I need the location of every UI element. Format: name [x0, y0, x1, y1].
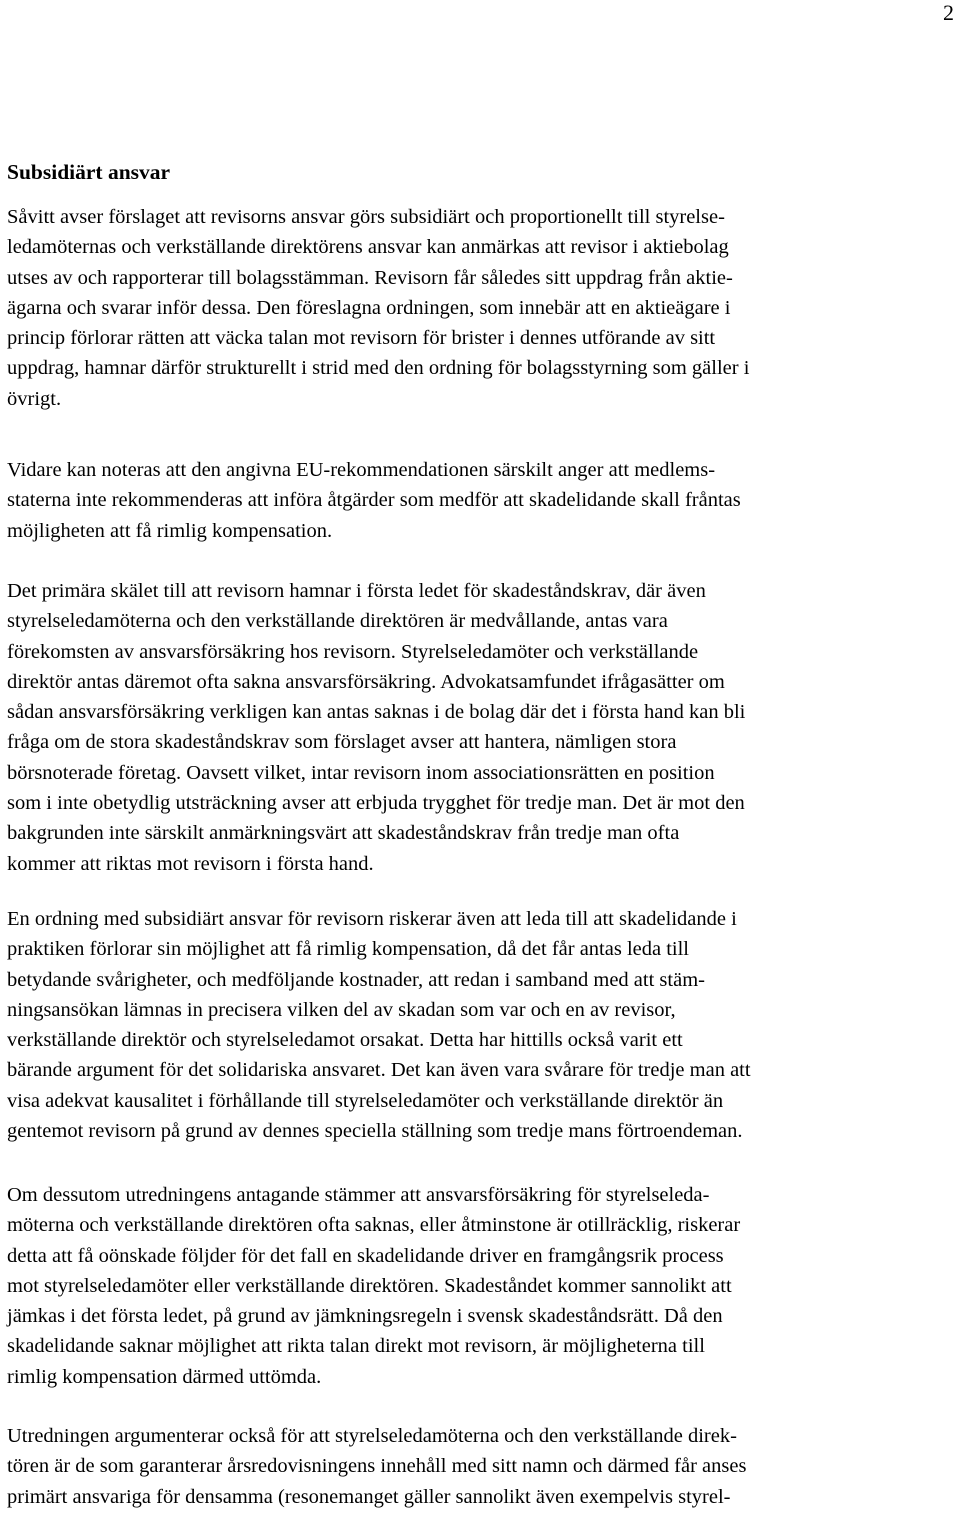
text-line: visa adekvat kausalitet i förhållande till styrelseledamöter och verkställande direktör än	[7, 1089, 724, 1112]
text-line: kommer att riktas mot revisorn i första hand.	[7, 852, 374, 875]
text-line: Vidare kan noteras att den angivna EU-rekommendationen särskilt anger att medlems-	[7, 459, 716, 481]
text-line: Utredningen argumenterar också för att styrelseledamöterna och den verkställande direk-	[7, 1425, 737, 1447]
text-line: betydande svårigheter, och medföljande kostnader, att redan i samband med att stäm-	[7, 968, 705, 991]
text-line: Det primära skälet till att revisorn hamnar i första ledet för skadeståndskrav, där även	[7, 580, 706, 602]
text-line: direktör antas däremot ofta sakna ansvarsförsäkring. Advokatsamfundet ifrågasätter om	[7, 670, 725, 693]
text-line: ledamöternas och verkställande direktörens ansvar kan anmärkas att revisor i aktiebolag	[7, 236, 729, 259]
text-line: verkställande direktör och styrelseledamot orsakat. Detta har hittills också varit ett	[7, 1029, 683, 1052]
text-line: primärt ansvariga för densamma (resonemanget gäller sannolikt även exempelvis styrel-	[7, 1485, 731, 1508]
text-line: utses av och rapporterar till bolagsstämman. Revisorn får således sitt uppdrag från aktie-	[7, 266, 733, 289]
paragraph-2	[7, 455, 960, 546]
paragraph-3	[7, 576, 960, 879]
section-heading: Subsidiärt ansvar	[7, 160, 171, 184]
text-line: sådan ansvarsförsäkring verkligen kan antas saknas i de bolag där det i första hand kan bli	[7, 701, 746, 724]
text-line: mot styrelseledamöter eller verkställande direktören. Skadeståndet kommer sannolikt att	[7, 1274, 732, 1297]
page-number: 2	[943, 0, 954, 25]
text-line: detta att få oönskade följder för det fall en skadelidande driver en framgångsrik process	[7, 1244, 724, 1267]
text-line: princip förlorar rätten att väcka talan mot revisorn för brister i dennes utförande av sitt	[7, 327, 716, 350]
text-line: fråga om de stora skadeståndskrav som förslaget avser att hantera, nämligen stora	[7, 731, 677, 754]
paragraph-5	[7, 1180, 960, 1392]
text-line: Såvitt avser förslaget att revisorns ansvar görs subsidiärt och proportionellt till styrelse-	[7, 206, 725, 228]
text-line: styrelseledamöterna och den verkställande direktören är medvållande, antas vara	[7, 610, 668, 633]
text-line: gentemot revisorn på grund av dennes speciella ställning som tredje mans förtroendeman.	[7, 1120, 743, 1143]
text-line: staterna inte rekommenderas att införa åtgärder som medför att skadelidande skall fråntas	[7, 489, 741, 512]
text-line: tören är de som garanterar årsredovisningens innehåll med sitt namn och därmed får anses	[7, 1455, 747, 1478]
paragraph-6	[7, 1421, 960, 1512]
paragraph-4	[7, 904, 960, 1146]
text-line: som i inte obetydlig utsträckning avser att erbjuda trygghet för tredje man. Det är mot den	[7, 792, 745, 815]
text-line: bärande argument för det solidariska ansvaret. Det kan även vara svårare för tredje man att	[7, 1059, 751, 1082]
text-line: bakgrunden inte särskilt anmärkningsvärt att skadeståndskrav från tredje man ofta	[7, 822, 680, 845]
text-line: praktiken förlorar sin möjlighet att få rimlig kompensation, då det får antas leda till	[7, 938, 689, 961]
text-line: skadelidande saknar möjlighet att rikta talan direkt mot revisorn, är möjligheterna till	[7, 1335, 705, 1358]
paragraph-1	[7, 202, 960, 414]
text-line: rimlig kompensation därmed uttömda.	[7, 1365, 322, 1388]
text-line: förekomsten av ansvarsförsäkring hos revisorn. Styrelseledamöter och verkställande	[7, 640, 699, 663]
text-line: möterna och verkställande direktören ofta saknas, eller åtminstone är otillräcklig, riskerar	[7, 1214, 741, 1237]
text-line: börsnoterade företag. Oavsett vilket, intar revisorn inom associationsrätten en position	[7, 761, 715, 784]
text-line: Om dessutom utredningens antagande stämmer att ansvarsförsäkring för styrelseleda-	[7, 1184, 710, 1206]
text-line: möjligheten att få rimlig kompensation.	[7, 519, 333, 542]
text-line: En ordning med subsidiärt ansvar för revisorn riskerar även att leda till att skadelidande i	[7, 908, 737, 930]
text-line: ningsansökan lämnas in precisera vilken del av skadan som var och en av revisor,	[7, 998, 676, 1021]
text-line: uppdrag, hamnar därför strukturellt i strid med den ordning för bolagsstyrning som gäller i	[7, 357, 750, 380]
text-line: ägarna och svarar inför dessa. Den föreslagna ordningen, som innebär att en aktieägare i	[7, 296, 731, 319]
text-line: jämkas i det första ledet, på grund av jämkningsregeln i svensk skadeståndsrätt. Då den	[7, 1305, 723, 1328]
text-line: övrigt.	[7, 387, 62, 410]
